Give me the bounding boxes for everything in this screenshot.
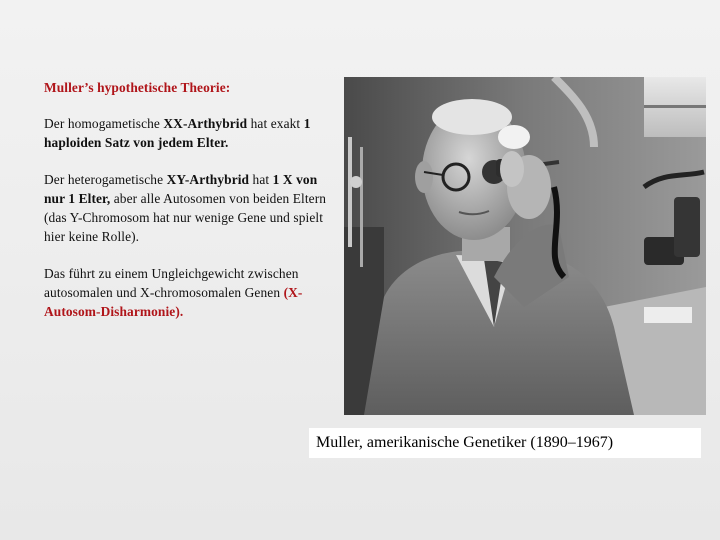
term-xx-arthybrid: XX-Arthybrid — [163, 116, 248, 131]
paragraph-text: aber alle Autosomen von beiden Eltern (das Y-Chromosom hat nur wenige Gene und spielt hier keine Rolle). — [44, 191, 327, 244]
text-column — [44, 78, 329, 339]
slide-heading: Muller’s hypothetische Theorie: — [44, 80, 231, 95]
paragraph-text: hat exakt — [247, 116, 304, 131]
emphasis-one-x: 1 X von nur 1 Elter, — [44, 172, 318, 206]
photo-caption: Muller, amerikanische Genetiker (1890–1967) — [309, 428, 701, 458]
paragraph-text: Das führt zu einem Ungleichgewicht zwischen autosomalen und X-chromosomalen Genen — [44, 266, 299, 300]
paragraph-text: hat — [249, 172, 273, 187]
paragraph-imbalance — [44, 264, 329, 321]
portrait-photo — [344, 77, 706, 415]
paragraph-xx-hybrid — [44, 114, 329, 152]
paragraph-xy-hybrid — [44, 170, 329, 246]
portrait-illustration — [344, 77, 706, 415]
emphasis-haploid-set: 1 haploiden Satz von jedem Elter. — [44, 116, 311, 150]
term-x-autosom-disharmonie: (X-Autosom-Disharmonie). — [44, 285, 303, 319]
paragraph-text: Der homogametische — [44, 116, 164, 131]
paragraph-text: Der heterogametische — [44, 172, 167, 187]
term-xy-arthybrid: XY-Arthybrid — [166, 172, 250, 187]
